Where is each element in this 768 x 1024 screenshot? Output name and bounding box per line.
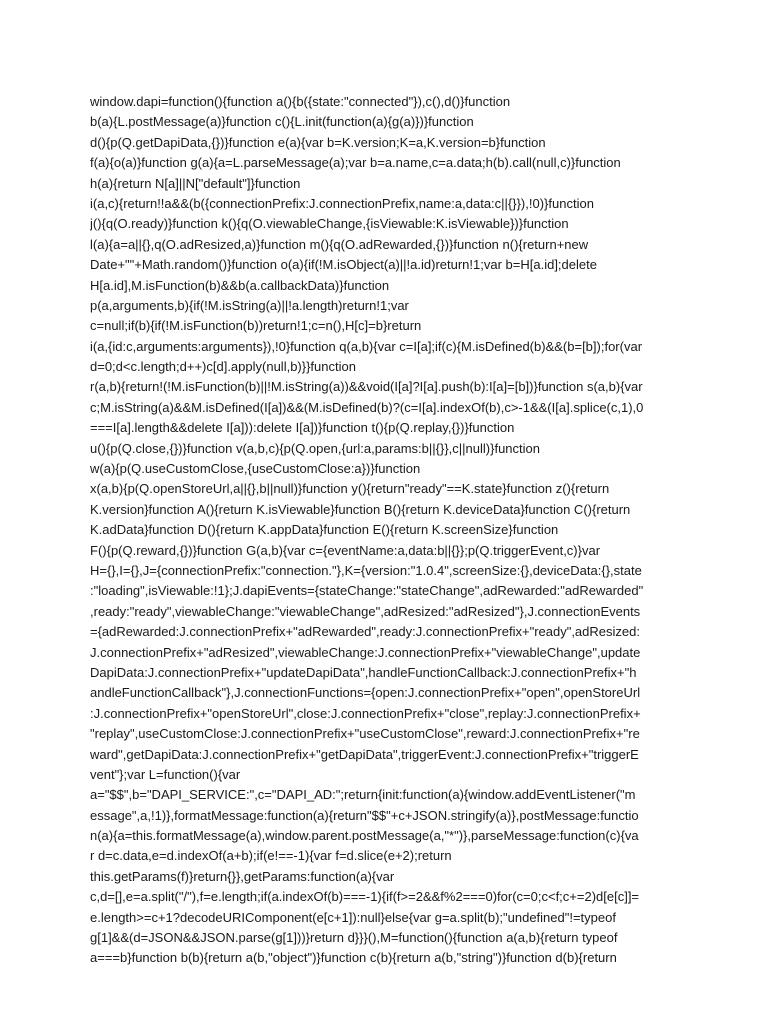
code-line: p(a,arguments,b){if(!M.isString(a)||!a.length)return!1;var	[90, 297, 409, 313]
code-text-block	[90, 92, 680, 969]
code-line: i(a,c){return!!a&&(b({connectionPrefix:J.connectionPrefix,name:a,data:c||{}}),!0)}function	[90, 195, 594, 211]
code-line: ,ready:"ready",viewableChange:"viewableChange",adResized:"adResized"},J.connectionEvents	[90, 603, 641, 619]
code-line: this.getParams(f)}return{}},getParams:function(a){var	[90, 868, 395, 884]
code-line: a===b}function b(b){return a(b,"object")}function c(b){return a(b,"string")}function d(b){return	[90, 950, 617, 966]
code-line: :"loading",isViewable:!1};J.dapiEvents={stateChange:"stateChange",adRewarded:"adRewarded"	[90, 583, 644, 599]
code-line: H[a.id],M.isFunction(b)&&b(a.callbackData)}function	[90, 277, 390, 293]
code-line: j(){q(O.ready)}function k(){q(O.viewableChange,{isViewable:K.isViewable})}function	[90, 216, 569, 232]
code-line: ===I[a].length&&delete I[a])):delete I[a])}function t(){p(Q.replay,{})}function	[90, 420, 515, 436]
code-line: c;M.isString(a)&&M.isDefined(I[a])&&(M.isDefined(b)?(c=I[a].indexOf(b),c>-1&&(I[a].splice(c,1),0	[90, 399, 644, 415]
code-line: e.length>=c+1?decodeURIComponent(e[c+1]):null}else{var g=a.split(b);"undefined"!=typeof	[90, 909, 616, 925]
code-line: n(a){a=this.formatMessage(a),window.parent.postMessage(a,"*")},parseMessage:function(c){va	[90, 828, 639, 844]
code-line: d(){p(Q.getDapiData,{})}function e(a){var b=K.version;K=a,K.version=b}function	[90, 134, 546, 150]
code-line: DapiData:J.connectionPrefix+"updateDapiData",handleFunctionCallback:J.connectionPrefix+"h	[90, 664, 637, 680]
code-line: r d=c.data,e=d.indexOf(a+b);if(e!==-1){var f=d.slice(e+2);return	[90, 848, 452, 864]
code-line: J.connectionPrefix+"adResized",viewableChange:J.connectionPrefix+"viewableChange",update	[90, 644, 641, 660]
code-line: window.dapi=function(){function a(){b({state:"connected"}),c(),d()}function	[90, 94, 511, 109]
code-line: ward",getDapiData:J.connectionPrefix+"getDapiData",triggerEvent:J.connectionPrefix+"triggerE	[90, 746, 639, 762]
code-line: vent"};var L=function(){var	[90, 766, 241, 782]
code-line: andleFunctionCallback"},J.connectionFunctions={open:J.connectionPrefix+"open",openStoreUrl	[90, 685, 641, 701]
code-line: d=0;d<c.length;d++)c[d].apply(null,b)}}function	[90, 359, 356, 375]
code-line: r(a,b){return!(!M.isFunction(b)||!M.isString(a))&&void(I[a]?I[a].push(b):I[a]=[b])}function s(a,b){var	[90, 379, 643, 395]
code-line: F(){p(Q.reward,{})}function G(a,b){var c={eventName:a,data:b||{}};p(Q.triggerEvent,c)}var	[90, 542, 601, 558]
code-line: c=null;if(b){if(!M.isFunction(b))return!1;c=n(),H[c]=b}return	[90, 318, 422, 334]
code-line: K.version}function A(){return K.isViewable}function B(){return K.deviceData}function C(){return	[90, 501, 631, 517]
code-line: f(a){o(a)}function g(a){a=L.parseMessage(a);var b=a.name,c=a.data;h(b).call(null,c)}function	[90, 155, 621, 171]
code-line: u(){p(Q.close,{})}function v(a,b,c){p(Q.open,{url:a,params:b||{}},c||null)}function	[90, 440, 540, 456]
code-line: l(a){a=a||{},q(O.adResized,a)}function m(){q(O.adRewarded,{})}function n(){return+new	[90, 236, 589, 252]
code-line: essage",a,!1)},formatMessage:function(a){return"$$"+c+JSON.stringify(a)},postMessage:functio	[90, 807, 639, 823]
code-line: b(a){L.postMessage(a)}function c(){L.init(function(a){g(a)})}function	[90, 114, 474, 130]
code-line: ={adRewarded:J.connectionPrefix+"adRewarded",ready:J.connectionPrefix+"ready",adResized:	[90, 624, 640, 640]
code-line: h(a){return N[a]||N["default"]}function	[90, 175, 301, 191]
code-line: K.adData}function D(){return K.appData}function E(){return K.screenSize}function	[90, 522, 559, 538]
code-line: g[1]&&(d=JSON&&JSON.parse(g[1]))}return d}}}(),M=function(){function a(a,b){return typeof	[90, 930, 618, 946]
code-line: H={},I={},J={connectionPrefix:"connection."},K={version:"1.0.4",screenSize:{},deviceData:{},state	[90, 562, 642, 578]
code-line: "replay",useCustomClose:J.connectionPrefix+"useCustomClose",reward:J.connectionPrefix+"re	[90, 726, 640, 742]
code-line: c,d=[],e=a.split("/"),f=e.length;if(a.indexOf(b)===-1){if(f>=2&&f%2===0)for(c=0;c<f;c+=2)d[e[c]]=	[90, 889, 640, 905]
code-line: :J.connectionPrefix+"openStoreUrl",close:J.connectionPrefix+"close",replay:J.connectionPrefix+	[90, 705, 641, 721]
code-line: w(a){p(Q.useCustomClose,{useCustomClose:a})}function	[90, 461, 421, 477]
code-line: x(a,b){p(Q.openStoreUrl,a||{},b||null)}function y(){return"ready"==K.state}function z(){return	[90, 481, 610, 497]
code-line: i(a,{id:c,arguments:arguments}),!0}function q(a,b){var c=I[a];if(c){M.isDefined(b)&&(b=[b]);for(var	[90, 338, 643, 354]
code-line: Date+""+Math.random()}function o(a){if(!M.isObject(a)||!a.id)return!1;var b=H[a.id];delete	[90, 257, 597, 273]
code-line: a="$$",b="DAPI_SERVICE:",c="DAPI_AD:";return{init:function(a){window.addEventListener("m	[90, 787, 636, 803]
